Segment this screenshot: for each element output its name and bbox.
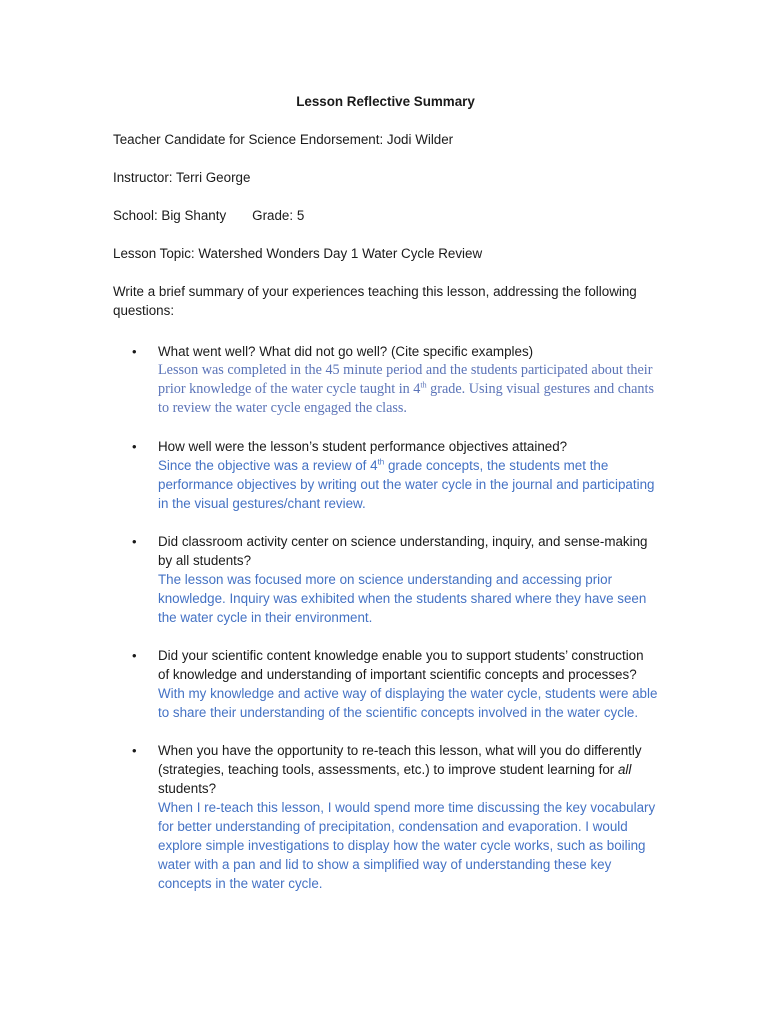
question-text	[158, 741, 658, 798]
bullet-icon: •	[132, 743, 137, 758]
answer-segment: grade. Using visual gestures and chants to review the water cycle engaged the class.	[158, 381, 654, 416]
document-title: Lesson Reflective Summary	[296, 94, 475, 109]
answer-text: With my knowledge and active way of displaying the water cycle, students were able to share their understanding of the scientific concepts involved in the water cycle.	[158, 686, 658, 720]
question-item	[113, 646, 658, 722]
question-segment: students?	[158, 781, 217, 796]
emphasis-text: all	[617, 762, 632, 777]
answer-text: When I re-teach this lesson, I would spend more time discussing the key vocabulary for better understanding of precipitation, condensation and evaporation. I would explore simple investigations to display how the water cycle works, such as boiling water with a pan and lid to show a simplified way of understanding these key concepts in the water cycle.	[158, 800, 656, 891]
school-label: School: Big Shanty	[113, 208, 227, 223]
ordinal-superscript: th	[377, 457, 385, 467]
question-list	[113, 342, 658, 893]
question-segment: When you have the opportunity to re-teach this lesson, what will you do differently (strategies, teaching tools, assessments, etc.) to improve student learning for	[158, 743, 642, 777]
answer-segment: grade concepts, the students met the performance objectives by writing out the water cycle in the journal and participating in the visual gestures/chant review.	[158, 458, 655, 511]
answer-text	[158, 456, 658, 513]
bullet-icon: •	[132, 344, 137, 359]
question-text: Did your scientific content knowledge enable you to support students’ construction of knowledge and understanding of important scientific concepts and processes?	[158, 648, 644, 682]
question-text: Did classroom activity center on science understanding, inquiry, and sense-making by all students?	[158, 534, 648, 568]
bullet-icon: •	[132, 648, 137, 663]
question-text: What went well? What did not go well? (Cite specific examples)	[158, 344, 534, 359]
question-item	[113, 741, 658, 893]
answer-segment: Since the objective was a review of 4	[158, 458, 378, 473]
answer-segment: Lesson was completed in the 45 minute period and the students participated about their prior knowledge of the water cycle taught in 4	[158, 362, 653, 397]
lesson-topic-line: Lesson Topic: Watershed Wonders Day 1 Water Cycle Review	[113, 246, 483, 261]
instructor-line: Instructor: Terri George	[113, 170, 251, 185]
grade-label: Grade: 5	[252, 208, 305, 223]
answer-text: The lesson was focused more on science understanding and accessing prior knowledge. Inquiry was exhibited when the students shared where they have seen the water cycle in their environment.	[158, 572, 647, 625]
question-item	[113, 342, 658, 418]
answer-text	[158, 361, 658, 418]
question-item	[113, 437, 658, 513]
bullet-icon: •	[132, 439, 137, 454]
question-item	[113, 532, 658, 627]
school-grade-line	[113, 206, 658, 225]
ordinal-superscript: th	[420, 380, 427, 390]
instructions-paragraph: Write a brief summary of your experiences teaching this lesson, addressing the following questions:	[113, 284, 637, 318]
document-page	[113, 92, 658, 912]
question-text: How well were the lesson’s student performance objectives attained?	[158, 439, 568, 454]
bullet-icon: •	[132, 534, 137, 549]
teacher-candidate-line: Teacher Candidate for Science Endorsement: Jodi Wilder	[113, 132, 454, 147]
